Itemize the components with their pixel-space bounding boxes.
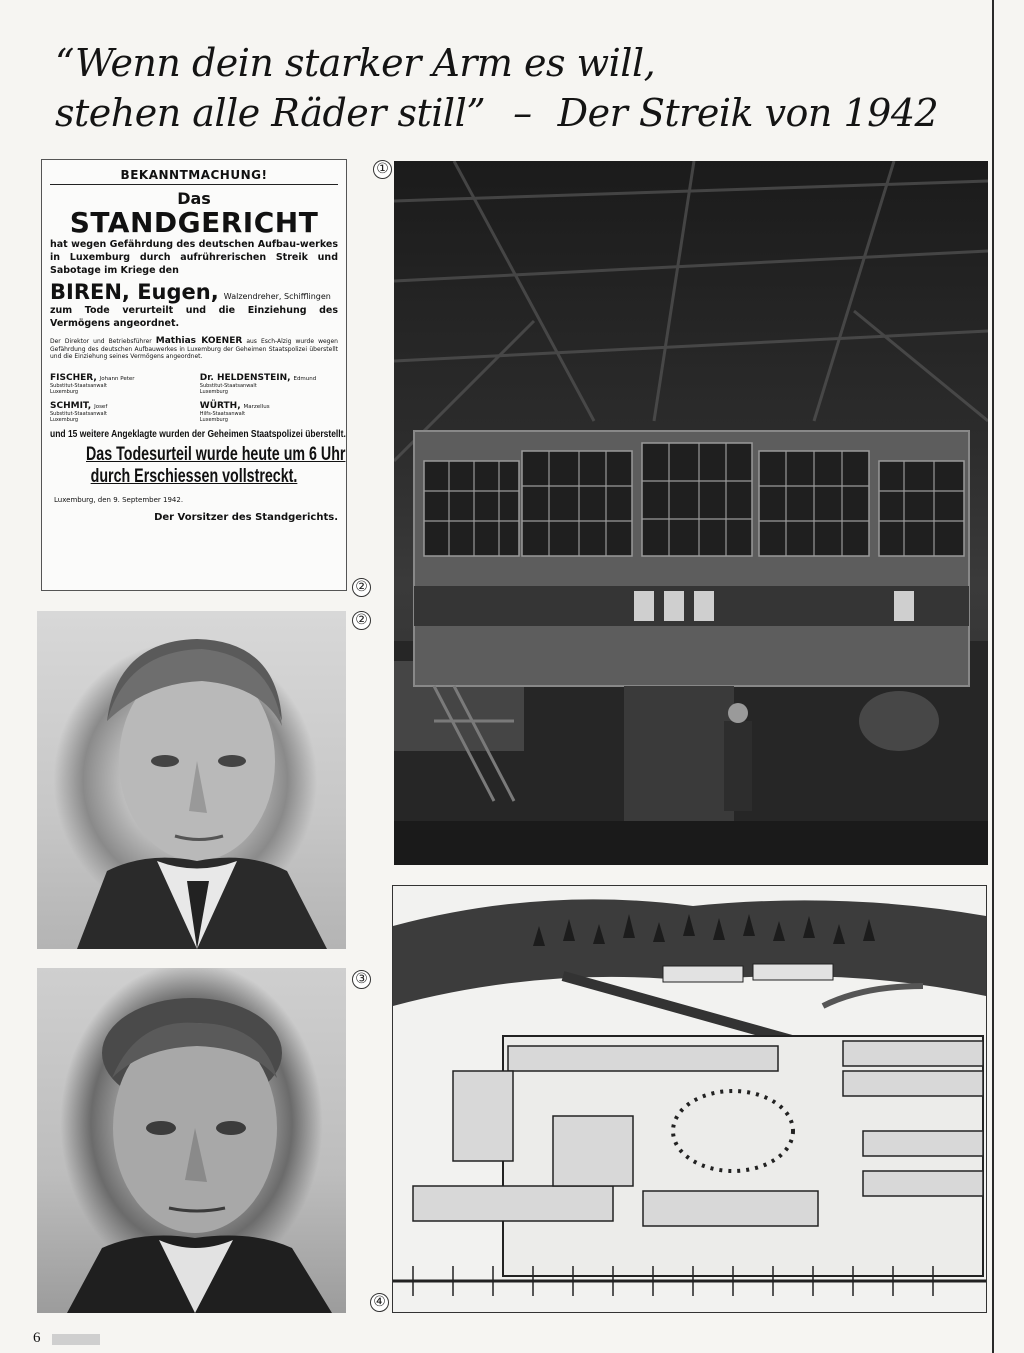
- first-name: Josef: [94, 403, 108, 410]
- poster-text-2: zum Tode verurteilt und die Einziehung des Vermögens angeordnet.: [50, 305, 338, 329]
- first-name: Edmund: [293, 375, 317, 382]
- poster-death-sentence-2: durch Erschiessen vollstreckt.: [90, 465, 298, 487]
- marker-3: ③: [352, 970, 371, 989]
- rolling-mill-control-cabin-photo: [394, 161, 988, 865]
- announcement-poster: [41, 159, 347, 591]
- portrait-photo-young-man: [37, 611, 346, 949]
- poster-small-prefix: Der Direktor und Betriebsführer: [50, 338, 152, 345]
- marker-4: ④: [370, 1293, 389, 1312]
- poster-names: [50, 373, 338, 423]
- name: SCHMIT,: [50, 400, 92, 411]
- poster-names-col-right: [200, 373, 338, 423]
- portrait-1-drawing: [37, 611, 346, 949]
- poster-chairman: Der Vorsitzer des Standgerichts.: [154, 511, 338, 523]
- title-line-1: “Wenn dein starker Arm es will,: [55, 41, 656, 85]
- portrait-photo-older-man: [37, 968, 346, 1313]
- marker-2-poster: ②: [352, 578, 371, 597]
- name: WÜRTH,: [199, 400, 241, 411]
- first-name: Marzellus: [243, 403, 270, 410]
- poster-name-entry: [50, 373, 188, 383]
- page-edge-rule: [992, 0, 994, 1353]
- role: Substitut-Staatsanwalt: [50, 410, 107, 417]
- place: Luxemburg: [199, 388, 228, 395]
- name: FISCHER,: [50, 372, 97, 383]
- footer-bar: [52, 1334, 100, 1345]
- poster-date: Luxemburg, den 9. September 1942.: [54, 495, 184, 504]
- marker-2-portrait: ②: [352, 611, 371, 630]
- place: Luxemburg: [199, 416, 228, 423]
- poster-name-entry: [200, 401, 338, 411]
- camp-drawing: [393, 886, 986, 1312]
- factory-drawing: [394, 161, 988, 865]
- poster-condemned: [50, 280, 338, 304]
- poster-standgericht: STANDGERICHT: [69, 206, 319, 239]
- role: Hilfs-Staatsanwalt: [199, 410, 246, 417]
- poster-condemned-name: BIREN, Eugen,: [50, 280, 219, 304]
- poster-das: Das: [177, 189, 211, 208]
- marker-1: ①: [373, 160, 392, 179]
- role: Substitut-Staatsanwalt: [50, 382, 107, 389]
- poster-names-col-left: [50, 373, 188, 423]
- portrait-2-drawing: [37, 968, 346, 1313]
- title-subject: Der Streik von 1942: [557, 91, 939, 135]
- poster-condemned-role: Walzendreher, Schifflingen: [223, 292, 331, 301]
- role: Substitut-Staatsanwalt: [199, 382, 257, 389]
- page-title: [55, 38, 939, 138]
- name: Dr. HELDENSTEIN,: [199, 372, 291, 383]
- place: Luxemburg: [50, 416, 79, 423]
- title-dash: –: [513, 91, 532, 135]
- poster-name-entry: [200, 373, 338, 383]
- place: Luxemburg: [50, 388, 79, 395]
- poster-heading: BEKANNTMACHUNG!: [50, 168, 338, 185]
- first-name: Johann Peter: [99, 375, 135, 382]
- poster-small-text: [50, 338, 338, 361]
- poster-fifteen-others: und 15 weitere Angeklagte wurden der Geheimen Staatspolizei überstellt.: [50, 428, 346, 440]
- title-quote-end: stehen alle Räder still”: [55, 91, 486, 135]
- poster-small-name: Mathias KOENER: [155, 336, 243, 346]
- poster-name-entry: [50, 401, 188, 411]
- prison-camp-drawing: [392, 885, 987, 1313]
- title-line-2: [55, 88, 939, 138]
- poster-death-sentence-1: Das Todesurteil wurde heute um 6 Uhr: [86, 443, 346, 465]
- page-number: 6: [33, 1330, 41, 1346]
- poster-small-suffix: aus Esch-Alzig wurde wegen Gefährdung des deutschen Aufbauwerkes in Luxemburg der Geheimen Staatspolizei überstellt und die Einziehung seines Vermögens angeordnet.: [50, 338, 338, 360]
- poster-text-1: hat wegen Gefährdung des deutschen Aufbau-werkes in Luxemburg durch aufrührerischen Streik und Sabotage im Kriege den: [50, 239, 338, 276]
